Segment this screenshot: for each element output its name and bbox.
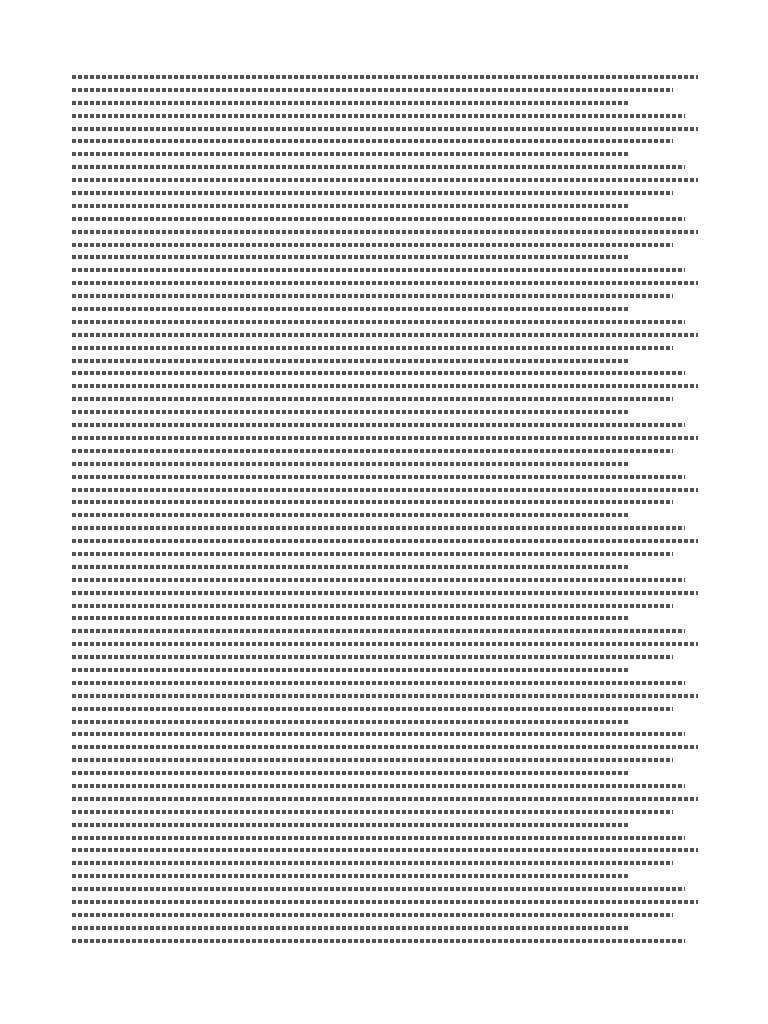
text-line [72, 392, 698, 405]
text-line [72, 753, 698, 766]
text-line [72, 624, 698, 637]
text-line [72, 457, 698, 470]
text-line [72, 599, 698, 612]
text-line [72, 650, 698, 663]
text-line [72, 843, 698, 856]
text-line [72, 521, 698, 534]
text-line [72, 212, 698, 225]
text-line [72, 328, 698, 341]
text-line [72, 547, 698, 560]
text-line [72, 134, 698, 147]
text-line [72, 676, 698, 689]
text-line [72, 637, 698, 650]
text-line [72, 302, 698, 315]
text-line [72, 225, 698, 238]
text-line [72, 766, 698, 779]
text-line [72, 238, 698, 251]
text-line [72, 173, 698, 186]
text-line [72, 366, 698, 379]
text-line [72, 560, 698, 573]
text-line [72, 882, 698, 895]
text-line [72, 199, 698, 212]
text-line [72, 470, 698, 483]
text-line [72, 418, 698, 431]
text-line [72, 792, 698, 805]
text-line [72, 715, 698, 728]
text-line [72, 908, 698, 921]
text-line [72, 379, 698, 392]
text-line [72, 109, 698, 122]
text-line [72, 611, 698, 624]
text-line [72, 315, 698, 328]
text-line [72, 573, 698, 586]
text-line [72, 740, 698, 753]
text-line [72, 147, 698, 160]
text-line [72, 702, 698, 715]
text-line [72, 934, 698, 945]
text-line [72, 483, 698, 496]
text-line [72, 341, 698, 354]
text-line [72, 83, 698, 96]
text-line [72, 856, 698, 869]
text-line [72, 869, 698, 882]
text-line [72, 354, 698, 367]
text-line [72, 779, 698, 792]
garbled-text-block [72, 70, 698, 945]
text-line [72, 921, 698, 934]
text-line [72, 586, 698, 599]
text-line [72, 495, 698, 508]
text-line [72, 818, 698, 831]
text-line [72, 689, 698, 702]
text-line [72, 70, 698, 83]
text-line [72, 276, 698, 289]
text-line [72, 186, 698, 199]
text-line [72, 96, 698, 109]
text-line [72, 831, 698, 844]
text-line [72, 805, 698, 818]
text-line [72, 250, 698, 263]
text-line [72, 263, 698, 276]
text-line [72, 663, 698, 676]
text-line [72, 895, 698, 908]
text-line [72, 122, 698, 135]
text-line [72, 534, 698, 547]
text-line [72, 508, 698, 521]
text-line [72, 727, 698, 740]
text-line [72, 289, 698, 302]
text-line [72, 405, 698, 418]
text-line [72, 444, 698, 457]
text-line [72, 431, 698, 444]
text-line [72, 160, 698, 173]
